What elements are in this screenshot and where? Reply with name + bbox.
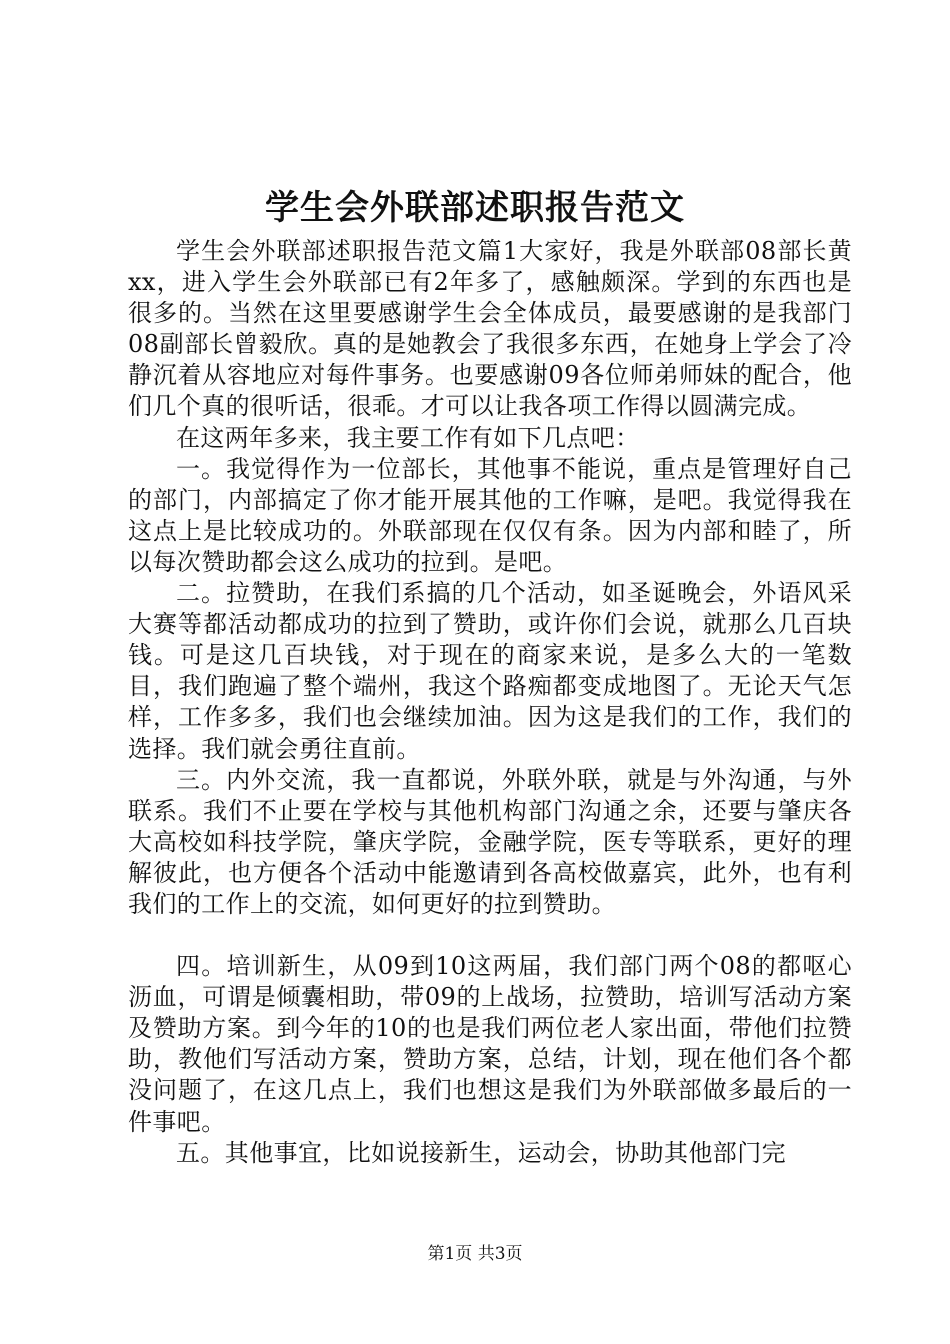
paragraph-overview: 在这两年多来，我主要工作有如下几点吧： <box>176 423 640 452</box>
paragraph-point-3: 三。内外交流，我一直都说，外联外联，就是与外沟通，与外联系。我们不止要在学校与其他机构部门沟通之余，还要与肇庆各大高校如科技学院，肇庆学院，金融学院，医专等联系，更好的理解彼此，也方便各个活动中能邀请到各高校做嘉宾，此外，也有利我们的工作上的交流，如何更好的拉到赞助。 <box>128 765 852 918</box>
paragraph-point-1: 一。我觉得作为一位部长，其他事不能说，重点是管理好自己的部门，内部搞定了你才能开展其他的工作嘛，是吧。我觉得我在这点上是比较成功的。外联部现在仅仅有条。因为内部和睦了，所以每次赞助都会这么成功的拉到。是吧。 <box>128 454 852 576</box>
document-title: 学生会外联部述职报告范文 <box>265 188 685 228</box>
page-number-footer: 第1页 共3页 <box>427 1244 523 1264</box>
paragraph-intro: 学生会外联部述职报告范文篇1大家好，我是外联部08部长黄xx，进入学生会外联部已有2年多了，感触颇深。学到的东西也是很多的。当然在这里要感谢学生会全体成员，最要感谢的是我部门08副部长曾毅欣。真的是她教会了我很多东西，在她身上学会了冷静沉着从容地应对每件事务。也要感谢09各位师弟师妹的配合，他们几个真的很听话，很乖。才可以让我各项工作得以圆满完成。 <box>128 237 852 421</box>
paragraph-point-4: 四。培训新生，从09到10这两届，我们部门两个08的都呕心沥血，可谓是倾囊相助，带09的上战场，拉赞助，培训写活动方案及赞助方案。到今年的10的也是我们两位老人家出面，带他们拉赞助，教他们写活动方案，赞助方案，总结，计划，现在他们各个都没问题了，在这几点上，我们也想这是我们为外联部做多最后的一件事吧。 <box>128 952 852 1136</box>
paragraph-point-5: 五。其他事宜，比如说接新生，运动会，协助其他部门完 <box>176 1138 786 1167</box>
paragraph-point-2: 二。拉赞助，在我们系搞的几个活动，如圣诞晚会，外语风采大赛等都活动都成功的拉到了赞助，或许你们会说，就那么几百块钱。可是这几百块钱，对于现在的商家来说，是多么大的一笔数目，我们跑遍了整个端州，我这个路痴都变成地图了。无论天气怎样，工作多多，我们也会继续加油。因为这是我们的工作，我们的选择。我们就会勇往直前。 <box>128 579 852 763</box>
document-body <box>128 236 852 1169</box>
